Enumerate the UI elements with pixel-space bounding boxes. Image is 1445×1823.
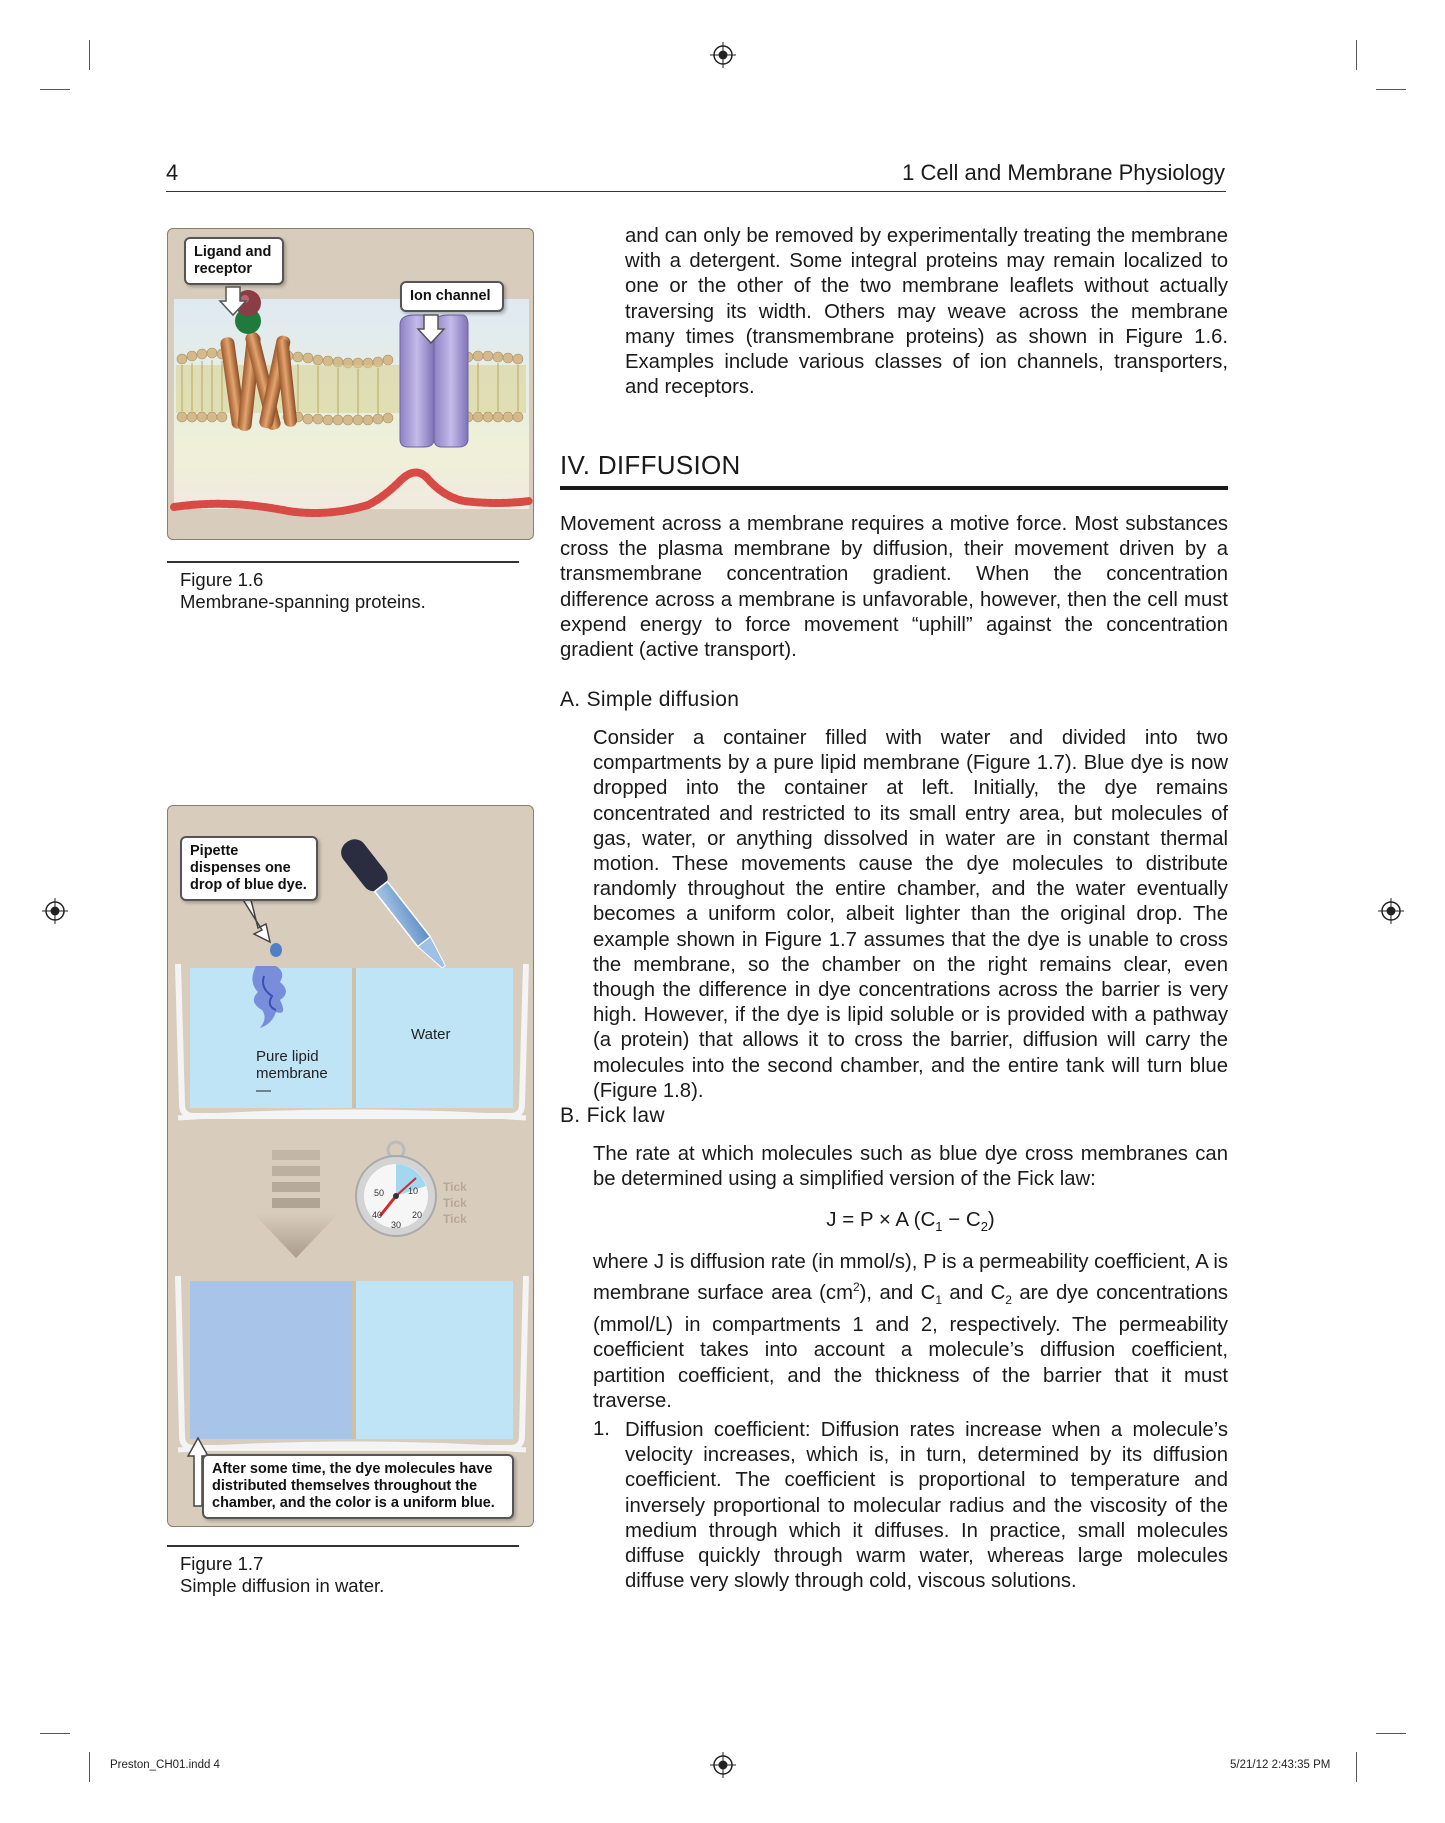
header-rule [166, 191, 1226, 192]
intro-paragraph: and can only be removed by experimentally treating the membrane with a detergent. Some integral proteins may remain localized to one or the other of the two membrane leaflets without actually traversing its width. Others may weave across the membrane many times (transmembrane proteins) as shown in Figure 1.6. Examples include various classes of ion channels, transporters, and receptors. [625, 225, 1228, 399]
figure-1-6-illustration [167, 228, 534, 540]
fick-definition-paragraph: where J is diffusion rate (in mmol/s), P is a permeability coefficient, A is membrane surface area $(cm^2)$, and $C_1$ and $C_2$ are dye concentrations (mmol/L) in compartments 1 and 2, respectively. The permeability coefficient takes into account a molecule’s diffusion coefficient, partition coefficient, and the thickness of the barrier that it must traverse. [593, 1251, 1228, 1412]
figure-1-7-rule [167, 1545, 519, 1547]
crop-mark [89, 40, 90, 70]
timer-number: 20 [412, 1210, 423, 1220]
crop-mark [1376, 1733, 1406, 1734]
fick-law-heading: B. Fick law [560, 1104, 665, 1127]
registration-mark-icon [42, 898, 68, 924]
tick-sound-text: Tick [443, 1212, 467, 1226]
registration-mark-icon [710, 42, 736, 68]
simple-diffusion-paragraph: Consider a container filled with water and divided into two compartments by a pure lipid membrane (Figure 1.7). Blue dye is now dropped into the container at left. Initially, the dye remains concentrated and restricted to its small entry area, but molecules of gas, water, or anything dissolved in water are in constant thermal motion. These movements cause the dye molecules to distribute randomly throughout the entire chamber, and the water eventually becomes a uniform color, albeit lighter than the original drop. The example shown in Figure 1.7 assumes that the dye is unable to cross the membrane, so the chamber on the right remains clear, even though the difference in dye concentrations across the barrier is very high. However, if the dye is lipid soluble or is provided with a pathway (a protein) that allows it to cross the barrier, diffusion will carry the molecules into the second chamber, and the entire tank will turn blue (Figure 1.8). [593, 727, 1228, 1102]
figure-1-7-illustration [167, 805, 534, 1527]
registration-mark-icon [710, 1752, 736, 1778]
pipette-callout: Pipette dispenses one drop of blue dye. [180, 836, 318, 901]
crop-mark [89, 1752, 90, 1782]
crop-mark [1356, 1752, 1357, 1782]
tick-sound-text: Tick [443, 1180, 467, 1194]
figure-1-7-caption: Simple diffusion in water. [180, 1575, 385, 1596]
diffusion-tank-drawing [168, 806, 534, 1527]
list-item-number: 1. [593, 1418, 610, 1440]
registration-mark-icon [1378, 898, 1404, 924]
figure-1-7-number: Figure 1.7 [180, 1553, 264, 1574]
fick-equation: J = P × A $(C_1 - C_2)$ [826, 1208, 995, 1235]
footer-file-name: Preston_CH01.indd 4 [110, 1759, 220, 1771]
membrane-label: Pure lipid membrane — [256, 1048, 328, 1099]
crop-mark [40, 1733, 70, 1734]
timer-number: 50 [374, 1188, 385, 1198]
section-rule [560, 486, 1228, 490]
water-label: Water [411, 1026, 451, 1043]
timer-number: 40 [372, 1210, 383, 1220]
timer-number: 30 [391, 1220, 402, 1230]
ligand-receptor-callout: Ligand and receptor [184, 237, 284, 285]
diffusion-coefficient-item: Diffusion coefficient: Diffusion rates increase when a molecule’s velocity increases, which is, in turn, determined by its diffusion coefficient. The coefficient is proportional to temperature and inversely proportional to molecular radius and the viscosity of the medium through which it diffuses. In practice, small molecules diffuse quickly through warm water, whereas large molecules diffuse very slowly through cold, viscous solutions. [625, 1419, 1228, 1593]
figure-1-6-caption: Membrane-spanning proteins. [180, 591, 426, 612]
crop-mark [40, 89, 70, 90]
section-title: IV. DIFFUSION [560, 450, 741, 480]
figure-1-6-number: Figure 1.6 [180, 569, 264, 590]
fick-law-paragraph: The rate at which molecules such as blue dye cross membranes can be determined using a simplified version of the Fick law: [593, 1143, 1228, 1191]
crop-mark [1356, 40, 1357, 70]
timer-number: 10 [408, 1186, 419, 1196]
simple-diffusion-heading: A. Simple diffusion [560, 688, 740, 711]
tick-sound-text: Tick [443, 1196, 467, 1210]
ion-channel-callout: Ion channel [400, 281, 504, 312]
chapter-title: 1 Cell and Membrane Physiology [902, 160, 1225, 185]
figure-1-6-rule [167, 561, 519, 563]
page-number: 4 [166, 160, 179, 185]
footer-timestamp: 5/21/12 2:43:35 PM [1230, 1759, 1331, 1771]
after-time-callout: After some time, the dye molecules have distributed themselves throughout the chamber, and the color is a uniform blue. [202, 1454, 514, 1519]
crop-mark [1376, 89, 1406, 90]
diffusion-paragraph: Movement across a membrane requires a motive force. Most substances cross the plasma membrane by diffusion, their movement driven by a transmembrane concentration gradient. When the concentration difference across a membrane is unfavorable, however, then the cell must expend energy to force movement “uphill” against the concentration gradient (active transport). [560, 513, 1228, 662]
